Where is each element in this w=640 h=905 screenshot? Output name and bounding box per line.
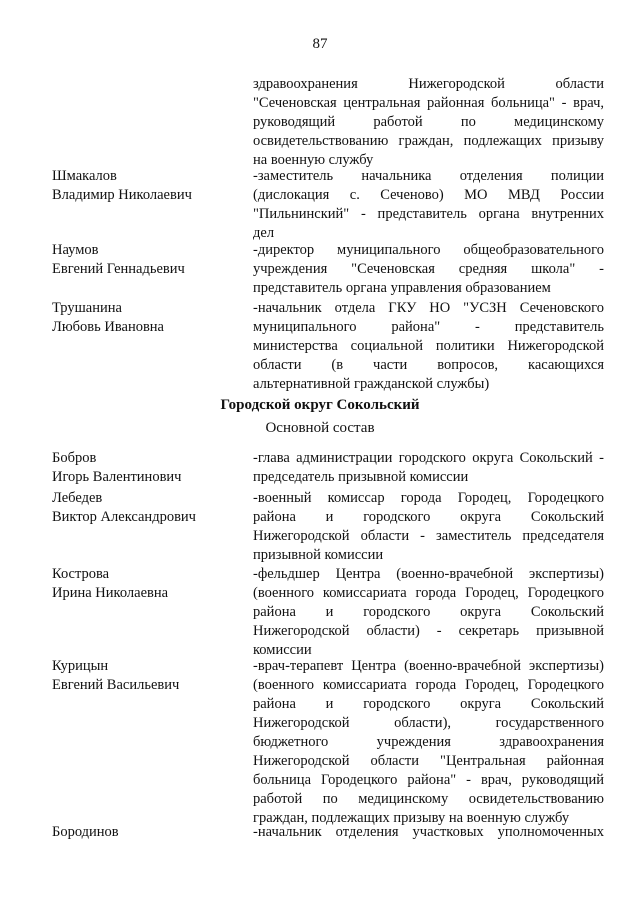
desc-line: области (в части вопросов, касающихся — [253, 357, 604, 373]
member-name — [52, 167, 242, 205]
desc-line: больница Городецкого района" - врач, руководящий — [253, 772, 604, 788]
member-role — [253, 657, 604, 828]
section-subtitle: Основной состав — [265, 420, 375, 436]
desc-line: призывной комиссии — [253, 547, 384, 563]
desc-line: (дислокация с. Сеченово) МО МВД России — [253, 187, 604, 203]
desc-line: района и городского округа Сокольский — [253, 696, 604, 712]
member-surname: Бобров — [52, 450, 97, 466]
member-surname: Бородинов — [52, 824, 119, 840]
desc-line: министерства социальной политики Нижегородской — [253, 338, 604, 354]
desc-line: (военного комиссариата города Городец, Городецкого — [253, 677, 604, 693]
member-role — [253, 565, 604, 660]
desc-line: здравоохранения Нижегородской области — [253, 76, 604, 92]
desc-line: (военного комиссариата города Городец, Городецкого — [253, 585, 604, 601]
desc-line: -военный комиссар города Городец, Городецкого — [253, 490, 604, 506]
member-name — [52, 241, 242, 279]
desc-line: -врач-терапевт Центра (военно-врачебной экспертизы) — [253, 658, 604, 674]
desc-line: председатель призывной комиссии — [253, 469, 469, 485]
intro-description — [253, 75, 604, 170]
member-surname: Лебедев — [52, 490, 103, 506]
desc-line: руководящий работой по медицинскому — [253, 114, 604, 130]
desc-line: -глава администрации городского округа Сокольский - — [253, 450, 604, 466]
member-role — [253, 241, 604, 298]
member-given-name: Евгений Геннадьевич — [52, 261, 185, 277]
desc-line: граждан, подлежащих призыву на военную службу — [253, 810, 570, 826]
desc-line: на военную службу — [253, 152, 374, 168]
desc-line: -фельдшер Центра (военно-врачебной экспертизы) — [253, 566, 604, 582]
member-given-name: Виктор Александрович — [52, 509, 196, 525]
desc-line: -начальник отдела ГКУ НО "УСЗН Сеченовского — [253, 300, 604, 316]
member-surname: Наумов — [52, 242, 99, 258]
desc-line: Нижегородской области - заместитель председателя — [253, 528, 604, 544]
desc-line: бюджетного учреждения здравоохранения — [253, 734, 604, 750]
desc-line: Нижегородской области "Центральная районная — [253, 753, 604, 769]
page-number: 87 — [312, 36, 328, 52]
member-given-name: Любовь Ивановна — [52, 319, 164, 335]
desc-line: муниципального района" - представитель — [253, 319, 604, 335]
member-given-name: Игорь Валентинович — [52, 469, 182, 485]
member-name — [52, 657, 242, 695]
member-surname: Трушанина — [52, 300, 122, 316]
member-name — [52, 449, 242, 487]
member-role — [253, 823, 604, 842]
member-name — [52, 299, 242, 337]
desc-line: Нижегородской области), государственного — [253, 715, 604, 731]
member-surname: Кострова — [52, 566, 110, 582]
member-given-name: Ирина Николаевна — [52, 585, 169, 601]
member-surname: Курицын — [52, 658, 109, 674]
desc-line: -директор муниципального общеобразовательного — [253, 242, 604, 258]
desc-line: района и городского округа Сокольский — [253, 604, 604, 620]
desc-line: представитель органа управления образованием — [253, 280, 551, 296]
desc-line: -начальник отделения участковых уполномоченных — [253, 824, 604, 840]
member-given-name: Евгений Васильевич — [52, 677, 180, 693]
member-name — [52, 565, 242, 603]
member-surname: Шмакалов — [52, 168, 117, 184]
desc-line: работой по медицинскому освидетельствованию — [253, 791, 604, 807]
section-title: Городской округ Сокольский — [220, 397, 420, 413]
desc-line: освидетельствованию граждан, подлежащих призыву — [253, 133, 604, 149]
member-role — [253, 167, 604, 243]
desc-line: дел — [253, 225, 275, 241]
desc-line: альтернативной гражданской службы) — [253, 376, 490, 392]
desc-line: учреждения "Сеченовская средняя школа" - — [253, 261, 604, 277]
member-name — [52, 489, 242, 527]
member-given-name: Владимир Николаевич — [52, 187, 192, 203]
member-role — [253, 299, 604, 394]
member-role — [253, 489, 604, 565]
member-role — [253, 449, 604, 487]
desc-line: "Пильнинский" - представитель органа внутренних — [253, 206, 604, 222]
desc-line: "Сеченовская центральная районная больница" - врач, — [253, 95, 604, 111]
desc-line: -заместитель начальника отделения полиции — [253, 168, 604, 184]
desc-line: Нижегородской области) - секретарь призывной — [253, 623, 604, 639]
desc-line: комиссии — [253, 642, 312, 658]
member-name — [52, 823, 242, 842]
desc-line: района и городского округа Сокольский — [253, 509, 604, 525]
